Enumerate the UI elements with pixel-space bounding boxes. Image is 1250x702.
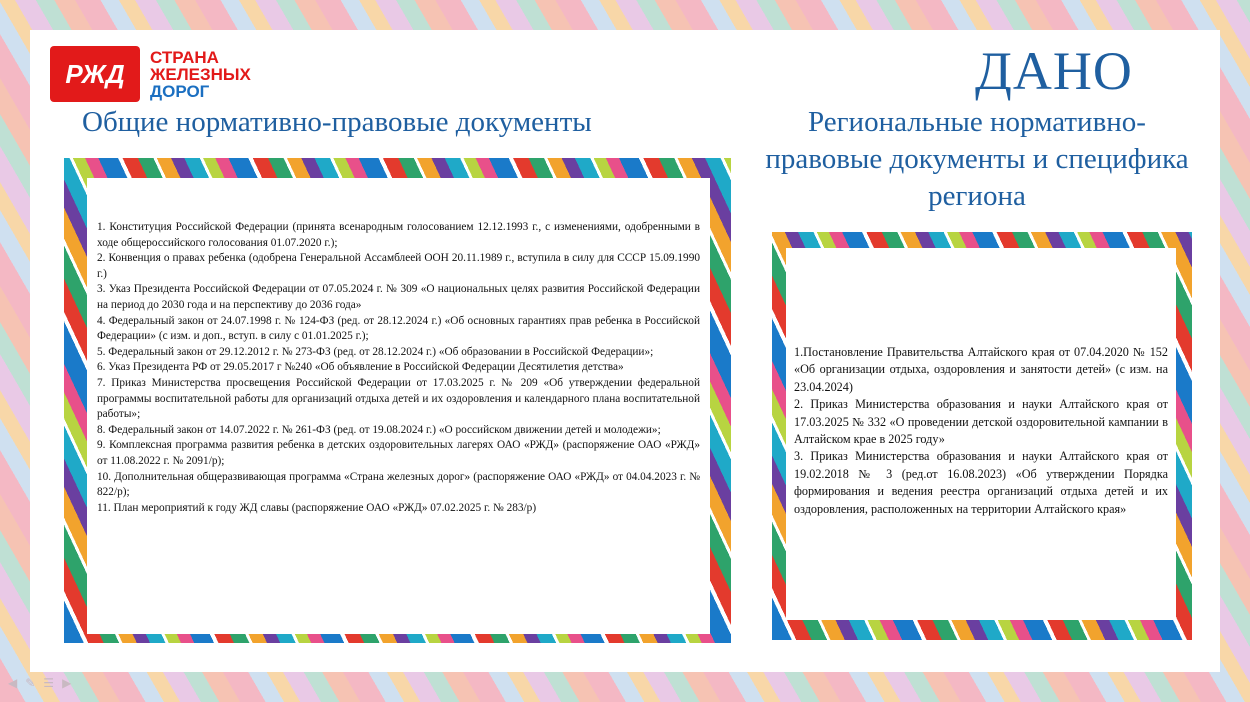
list-item: 10. Дополнительная общеразвивающая программа «Страна железных дорог» (распоряжение ОАО «РЖД» от 04.04.2023 г. № 822/р); [97,470,700,499]
logo-wordmark [150,49,251,100]
logo-line-3: ДОРОГ [150,81,210,101]
list-item: 9. Комплексная программа развития ребенка в детских оздоровительных лагерях ОАО «РЖД» (распоряжение ОАО «РЖД» от 11.08.2022 г. № 2091/р); [97,439,700,467]
dano-heading: ДАНО [975,41,1133,101]
regional-documents-card [786,248,1176,620]
regional-documents-heading: Региональные нормативно-правовые документы и специфика региона [765,106,1189,212]
logo-line-1: СТРАНА [150,47,219,67]
list-item: 11. План мероприятий к году ЖД славы (распоряжение ОАО «РЖД» 07.02.2025 г. № 283/р) [97,501,537,514]
regional-documents-panel [772,232,1192,640]
regional-documents-list [794,344,1168,518]
list-item: 5. Федеральный закон от 29.12.2012 г. № 273-ФЗ (ред. от 28.12.2024 г.) «Об образовании в Российской Федерации»; [97,345,654,358]
general-documents-heading: Общие нормативно-правовые документы [82,106,592,138]
list-item: 6. Указ Президента РФ от 29.05.2017 г №240 «Об объявление в Российской Федерации Десятилетия детства» [97,361,624,374]
general-documents-card [87,178,710,634]
rzd-badge [50,46,140,102]
list-item: 2. Конвенция о правах ребенка (одобрена Генеральной Ассамблеей ООН 20.11.1989 г., вступила в силу для СССР 15.09.1990 г.) [97,252,700,280]
pen-icon[interactable]: ✎ [25,676,36,690]
list-item: 7. Приказ Министерства просвещения Российской Федерации от 17.03.2025 г. № 209 «Об утверждении федеральной программы воспитательной работы для организаций отдыха детей и их оздоровления и календарного плана воспитательной работы»; [97,376,700,421]
general-documents-list [97,220,700,516]
list-item: 4. Федеральный закон от 24.07.1998 г. № 124-ФЗ (ред. от 28.12.2024 г.) «Об основных гарантиях прав ребенка в Российской Федерации» (с изм. и доп., вступ. в силу с 01.01.2025 г.); [97,314,700,343]
next-arrow-icon[interactable]: ▶ [62,676,72,690]
slideshow-nav-controls[interactable] [8,676,71,690]
rzd-emblem-icon [60,56,130,92]
general-documents-panel [64,158,731,643]
list-item: 1.Постановление Правительства Алтайского края от 07.04.2020 № 152 «Об организации отдыха, оздоровления и занятости детей» (с изм. на 23.04.2024) [794,345,1168,394]
list-item: 3. Приказ Министерства образования и науки Алтайского края от 19.02.2018 № 3 (ред.от 16.08.2023) «Об утверждении Порядка формирования и ведения реестра организаций отдыха детей и их оздоровления, расположенных на территории Алтайского края» [794,449,1168,516]
rzd-logo [50,46,251,102]
rzd-badge-text: РЖД [65,59,125,89]
list-item: 3. Указ Президента Российской Федерации от 07.05.2024 г. № 309 «О национальных целях развития Российской Федерации на период до 2030 года и на перспективу до 2036 года» [97,283,700,311]
menu-icon[interactable]: ☰ [43,676,55,690]
list-item: 8. Федеральный закон от 14.07.2022 г. № 261-ФЗ (ред. от 19.08.2024 г.) «О российском движении детей и молодежи»; [97,423,661,436]
list-item: 2. Приказ Министерства образования и науки Алтайского края от 17.03.2025 № 332 «О проведении детской оздоровительной кампании в Алтайском крае в 2025 году» [794,397,1168,447]
logo-line-2: ЖЕЛЕЗНЫХ [150,64,251,84]
list-item: 1. Конституция Российской Федерации (принята всенародным голосованием 12.12.1993 г., с изменениями, одобренными в ходе общероссийского голосования 01.07.2020 г.); [97,221,700,249]
prev-arrow-icon[interactable]: ◀ [8,676,18,690]
